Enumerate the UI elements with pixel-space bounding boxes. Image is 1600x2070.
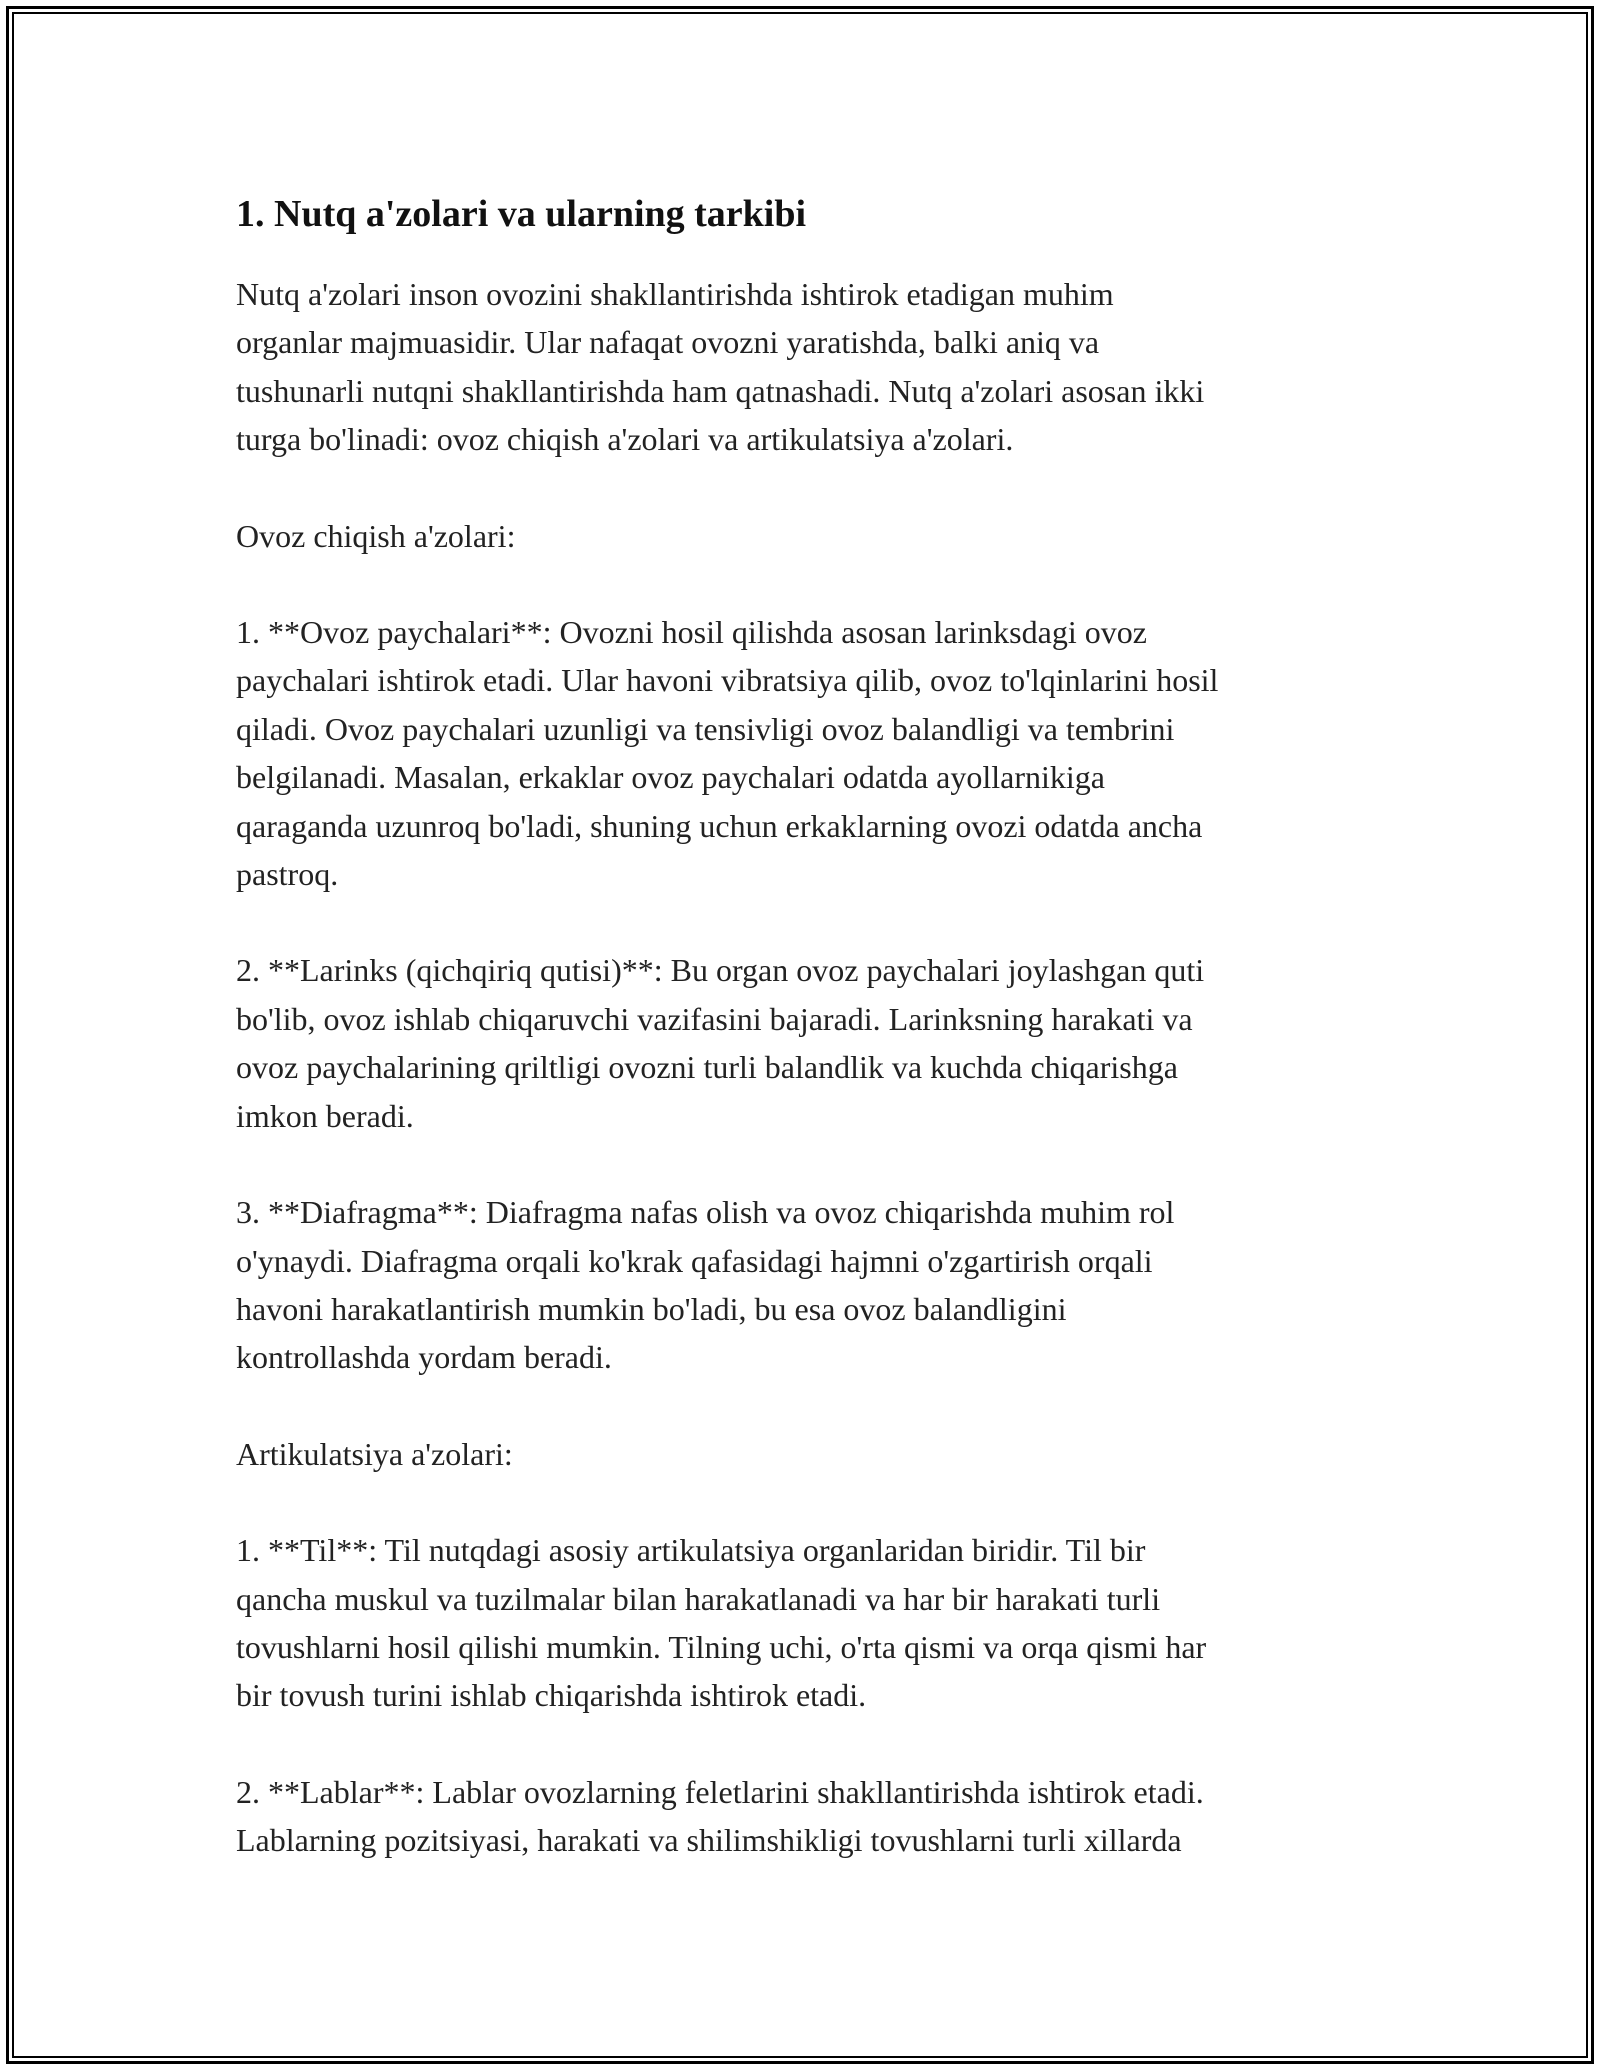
document-body: [236, 186, 1386, 1913]
paragraph: [236, 1768, 1386, 1865]
paragraph: [236, 1188, 1386, 1382]
text-line: 1. **Til**: Til nutqdagi asosiy artikulatsiya organlaridan biridir. Til bir: [236, 1532, 1146, 1569]
text-line: organlar majmuasidir. Ular nafaqat ovozni yaratishda, balki aniq va: [236, 324, 1100, 361]
paragraph: [236, 270, 1386, 464]
text-line: qaraganda uzunroq bo'ladi, shuning uchun erkaklarning ovozi odatda ancha: [236, 807, 1203, 844]
paragraph: [236, 608, 1386, 898]
text-line: turga bo'linadi: ovoz chiqish a'zolari va artikulatsiya a'zolari.: [236, 421, 1014, 458]
text-line: 2. **Larinks (qichqiriq qutisi)**: Bu organ ovoz paychalari joylashgan quti: [236, 952, 1205, 989]
text-line: Ovoz chiqish a'zolari:: [236, 517, 516, 554]
text-line: Nutq a'zolari inson ovozini shakllantirishda ishtirok etadigan muhim: [236, 276, 1114, 312]
text-line: imkon beradi.: [236, 1097, 414, 1134]
paragraph-list: [236, 270, 1386, 1865]
text-line: paychalari ishtirok etadi. Ular havoni vibratsiya qilib, ovoz to'lqinlarini hosil: [236, 662, 1219, 699]
text-line: tovushlarni hosil qilishi mumkin. Tilning uchi, o'rta qismi va orqa qismi har: [236, 1628, 1207, 1665]
section-heading: 1. Nutq a'zolari va ularning tarkibi: [236, 193, 807, 235]
text-line: bo'lib, ovoz ishlab chiqaruvchi vazifasini bajaradi. Larinksning harakati va: [236, 1000, 1193, 1037]
text-line: belgilanadi. Masalan, erkaklar ovoz paychalari odatda ayollarnikiga: [236, 759, 1105, 796]
text-line: pastroq.: [236, 856, 339, 893]
text-line: tushunarli nutqni shakllantirishda ham qatnashadi. Nutq a'zolari asosan ikki: [236, 372, 1205, 409]
paragraph: [236, 946, 1386, 1140]
text-line: Artikulatsiya a'zolari:: [236, 1435, 513, 1472]
paragraph: [236, 1526, 1386, 1720]
text-line: qancha muskul va tuzilmalar bilan harakatlanadi va har bir harakati turli: [236, 1580, 1161, 1617]
text-line: kontrollashda yordam beradi.: [236, 1339, 612, 1376]
text-line: 1. **Ovoz paychalari**: Ovozni hosil qilishda asosan larinksdagi ovoz: [236, 614, 1147, 651]
text-line: Lablarning pozitsiyasi, harakati va shilimshikligi tovushlarni turli xillarda: [236, 1822, 1182, 1859]
paragraph: [236, 1430, 1386, 1478]
paragraph: [236, 512, 1386, 560]
text-line: bir tovush turini ishlab chiqarishda ishtirok etadi.: [236, 1677, 867, 1714]
text-line: havoni harakatlantirish mumkin bo'ladi, bu esa ovoz balandligini: [236, 1290, 1067, 1327]
text-line: ovoz paychalarining qriltligi ovozni turli balandlik va kuchda chiqarishga: [236, 1049, 1178, 1086]
text-line: 3. **Diafragma**: Diafragma nafas olish va ovoz chiqarishda muhim rol: [236, 1194, 1175, 1231]
text-line: qiladi. Ovoz paychalari uzunligi va tensivligi ovoz balandligi va tembrini: [236, 710, 1175, 747]
text-line: o'ynaydi. Diafragma orqali ko'krak qafasidagi hajmni o'zgartirish orqali: [236, 1242, 1153, 1279]
text-line: 2. **Lablar**: Lablar ovozlarning feletlarini shakllantirishda ishtirok etadi.: [236, 1773, 1204, 1810]
